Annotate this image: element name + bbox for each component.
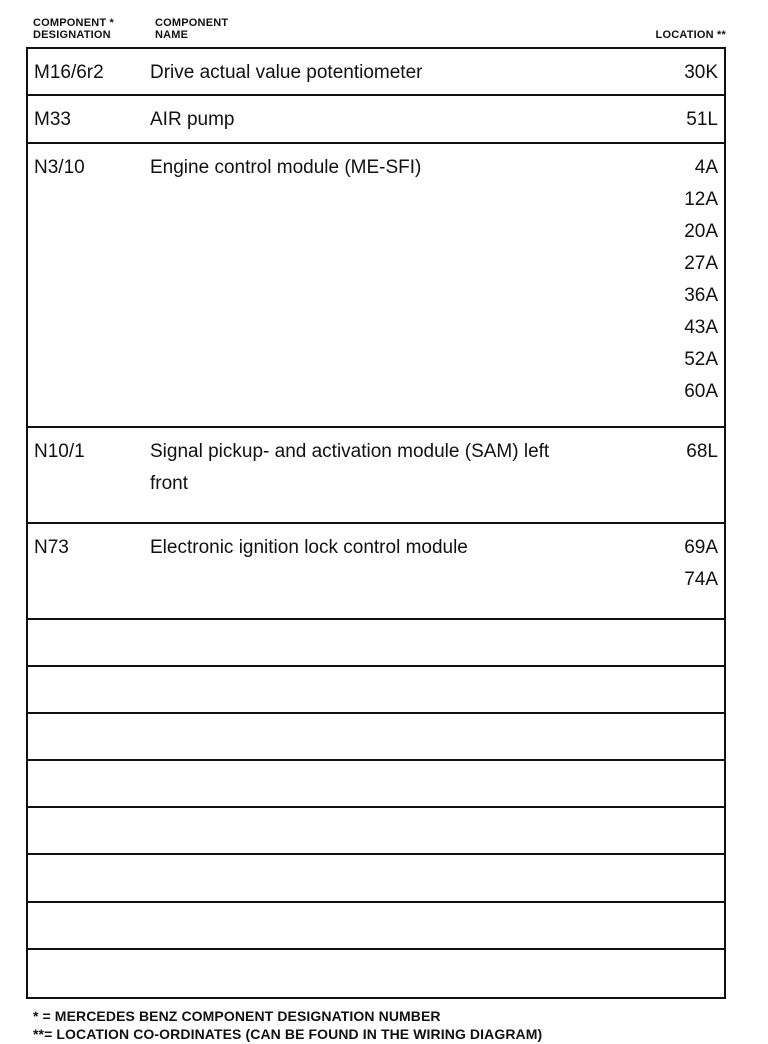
location-code: 69A — [684, 537, 718, 558]
component-name — [150, 152, 620, 184]
footnotes — [33, 1007, 542, 1043]
table-row — [28, 144, 724, 428]
empty-table-row — [28, 667, 724, 714]
component-designation: M33 — [34, 109, 71, 130]
location-code: 68L — [686, 441, 718, 462]
location-code: 20A — [684, 221, 718, 242]
designation-header-line2: DESIGNATION — [33, 29, 111, 41]
component-designation: M16/6r2 — [34, 62, 104, 83]
empty-table-row — [28, 808, 724, 855]
component-name-line: Engine control module (ME-SFI) — [150, 157, 422, 178]
component-location — [684, 532, 718, 596]
empty-table-row — [28, 761, 724, 808]
component-location — [684, 57, 718, 89]
component-name-line: front — [150, 473, 189, 494]
name-header-line2: NAME — [155, 29, 189, 41]
component-name-line: AIR pump — [150, 109, 235, 130]
footnote-designation: * = MERCEDES BENZ COMPONENT DESIGNATION NUMBER — [33, 1008, 441, 1024]
location-code: 12A — [684, 189, 718, 210]
table-row — [28, 428, 724, 524]
location-code: 74A — [684, 569, 718, 590]
location-code: 30K — [684, 62, 718, 83]
empty-table-row — [28, 855, 724, 903]
empty-table-row — [28, 903, 724, 950]
table-row — [28, 49, 724, 96]
footnote-location: **= LOCATION CO-ORDINATES (CAN BE FOUND IN THE WIRING DIAGRAM) — [33, 1026, 543, 1042]
empty-table-row — [28, 620, 724, 667]
location-header-label: LOCATION ** — [655, 29, 726, 41]
location-code: 52A — [684, 349, 718, 370]
location-code: 27A — [684, 253, 718, 274]
component-location — [686, 436, 718, 468]
location-code: 51L — [686, 109, 718, 130]
component-name — [150, 57, 620, 89]
component-designation: N73 — [34, 537, 69, 558]
location-code: 60A — [684, 381, 718, 402]
table-row — [28, 96, 724, 144]
component-location — [686, 104, 718, 136]
name-header-line1: COMPONENT — [155, 17, 229, 29]
component-name-line: Signal pickup- and activation module (SAM) left — [150, 441, 550, 462]
designation-column-header — [33, 17, 114, 41]
location-column-header — [656, 29, 726, 41]
name-column-header — [155, 17, 228, 41]
designation-header-line1: COMPONENT * — [33, 17, 115, 29]
component-name — [150, 104, 620, 136]
component-name — [150, 532, 620, 564]
component-designation: N10/1 — [34, 441, 85, 462]
component-location — [684, 152, 718, 408]
component-designation: N3/10 — [34, 157, 85, 178]
component-name-line: Electronic ignition lock control module — [150, 537, 468, 558]
location-code: 43A — [684, 317, 718, 338]
location-code: 4A — [694, 157, 718, 178]
empty-table-row — [28, 714, 724, 761]
component-name-line: Drive actual value potentiometer — [150, 62, 423, 83]
empty-table-row — [28, 950, 724, 997]
component-name — [150, 436, 620, 500]
table-row — [28, 524, 724, 620]
component-table — [26, 47, 726, 999]
location-code: 36A — [684, 285, 718, 306]
